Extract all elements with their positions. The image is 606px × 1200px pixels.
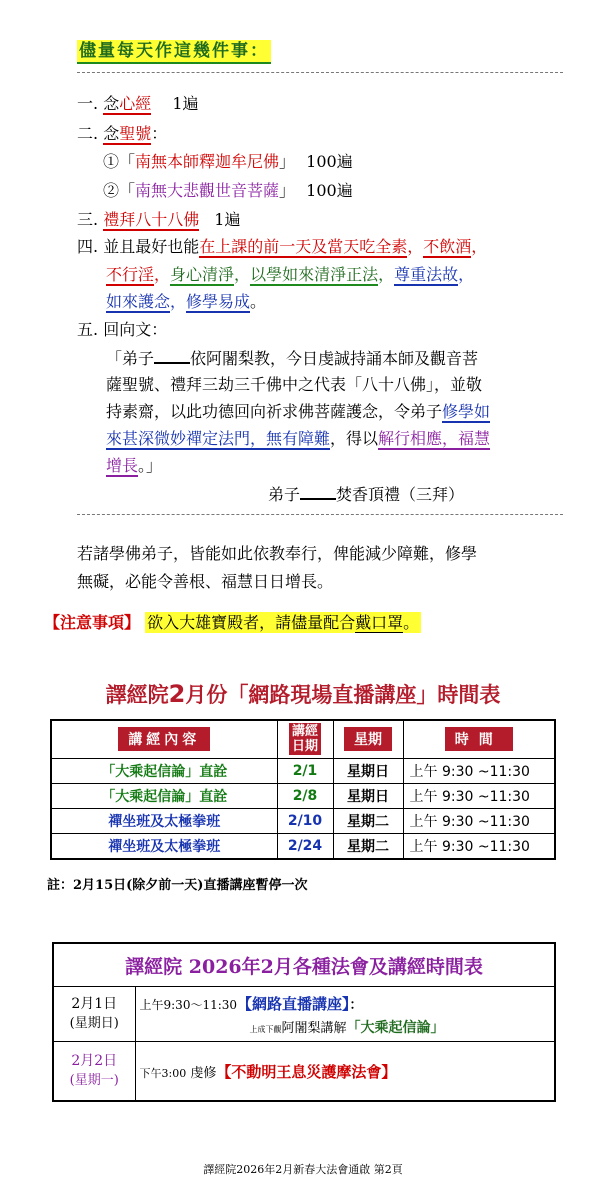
table-row — [51, 833, 555, 859]
row-detail-cell — [135, 987, 555, 1042]
schedule-2-title: 譯經院 2026年2月各種法會及講經時間表 — [125, 955, 483, 978]
row-time: 上午 9:30 ~11:30 — [403, 808, 555, 833]
item-2-highlight: 聖號 — [119, 124, 152, 143]
closing-2: 無礙，必能令善根、福慧日日增長。 — [77, 572, 334, 591]
item-3-number: 三. — [77, 210, 99, 229]
item-4-red-3: 不行淫 — [106, 265, 155, 284]
signature-blank — [300, 484, 336, 500]
row-date: 2/8 — [277, 783, 333, 808]
name-blank — [154, 348, 190, 364]
schedule-1-title-num: 2 — [168, 680, 186, 708]
dedication-3a: 持素齋，以此功德回向祈求佛菩薩護念，令弟子 — [106, 402, 443, 421]
notice-label: 【注意事項】 — [44, 613, 141, 632]
item-4-blue-1: 尊重法故 — [394, 265, 459, 284]
row-pre: 虔修 — [190, 1065, 217, 1081]
row-date-cell — [53, 1042, 135, 1102]
schedule-1-note — [47, 874, 307, 893]
header-date — [289, 723, 321, 755]
item-2 — [77, 124, 167, 144]
row-weekday: (星期日) — [69, 1016, 119, 1031]
item-3-count: 1遍 — [214, 210, 241, 229]
table-row — [51, 783, 555, 808]
row-date: 2月2日 — [71, 1053, 118, 1069]
item-4-comma-7: ， — [170, 292, 187, 311]
table-row — [53, 987, 555, 1042]
row-weekday: 星期日 — [333, 783, 403, 808]
row-event: 【網路直播講座】 — [237, 995, 350, 1013]
item-4-comma-2: ， — [471, 237, 488, 256]
row-weekday: (星期一) — [69, 1073, 119, 1088]
dedication-line-2 — [106, 375, 482, 395]
item-4-comma-3: ， — [154, 265, 171, 284]
row-weekday: 星期二 — [333, 833, 403, 859]
item-2-sub-1 — [103, 152, 353, 172]
item-4-green-2: 以學如來清淨正法 — [250, 265, 379, 284]
row-date: 2/24 — [277, 833, 333, 859]
row-date: 2/10 — [277, 808, 333, 833]
row-detail-cell — [135, 1042, 555, 1102]
row-time: 上午9:30～11:30 — [139, 998, 238, 1012]
header-weekday: 星期 — [344, 727, 392, 751]
notice-text-c: 。 — [403, 613, 420, 632]
table-row — [53, 1042, 555, 1102]
row-speaker-small: 上成下觀 — [249, 1025, 282, 1034]
item-4-red-1: 在上課的前一天及當天吃全素 — [199, 237, 408, 256]
item-5-number: 五. — [77, 320, 99, 339]
sub-2-mark: ② — [103, 181, 120, 200]
sub-1-count: 100遍 — [306, 152, 353, 171]
item-4-number: 四. — [77, 237, 99, 256]
item-1-highlight: 心經 — [119, 94, 152, 113]
signature-label: 弟子 — [268, 485, 301, 504]
item-5-label: 回向文： — [103, 320, 168, 339]
sub-2-open: 「 — [119, 181, 136, 200]
row-1-line-1 — [140, 993, 551, 1014]
sub-2-name: 南無大悲觀世音菩薩 — [135, 181, 280, 200]
item-1-pre: 念 — [103, 94, 120, 113]
item-5 — [77, 320, 167, 340]
notice-text-b: 戴口罩 — [355, 613, 404, 632]
schedule-1-title-a: 譯經院 — [105, 682, 169, 707]
item-4-line-3 — [106, 292, 266, 312]
row-date: 2/1 — [277, 758, 333, 783]
header-content: 講經內容 — [118, 727, 210, 751]
sub-1-open: 「 — [119, 152, 136, 171]
row-content: 「大乘起信論」直詮 — [51, 783, 277, 808]
item-4-line-1 — [77, 237, 487, 257]
item-4-comma-4: ， — [234, 265, 251, 284]
notice-text-a: 欲入大雄寶殿者，請儘量配合 — [147, 613, 356, 632]
sub-1-mark: ① — [103, 152, 120, 171]
dedication-line-3 — [106, 402, 490, 422]
item-1-count: 1遍 — [172, 94, 199, 113]
sub-1-close: 」 — [279, 152, 296, 171]
row-time: 上午 9:30 ~11:30 — [403, 833, 555, 859]
item-2-sub-2 — [103, 181, 353, 201]
notice — [44, 613, 421, 633]
item-2-number: 二. — [77, 124, 99, 143]
schedule-1-title-b: 月份「網路現場直播講座」時間表 — [185, 682, 501, 707]
item-2-colon: ： — [151, 124, 168, 143]
schedule-1-header-row — [51, 720, 555, 758]
item-4-pre: 並且最好也能 — [103, 237, 200, 256]
schedule-2-title-cell — [53, 943, 555, 987]
item-4-blue-3: 修學易成 — [186, 292, 251, 311]
row-topic: 「大乘起信論」 — [346, 1020, 445, 1036]
signature-text: 焚香頂禮（三拜） — [336, 485, 465, 504]
schedule-2-title-row — [53, 943, 555, 987]
row-speaker: 阿闍梨講解 — [281, 1021, 347, 1036]
row-colon: ： — [349, 998, 363, 1013]
header-weekday-cell — [333, 720, 403, 758]
table-row — [51, 808, 555, 833]
row-1-line-2 — [140, 1017, 551, 1037]
row-weekday: 星期日 — [333, 758, 403, 783]
sub-2-count: 100遍 — [306, 181, 353, 200]
sub-1-name: 南無本師釋迦牟尼佛 — [135, 152, 280, 171]
item-4-line-2 — [106, 265, 474, 285]
row-time: 上午 9:30 ~11:30 — [403, 783, 555, 808]
row-time: 下午3:00 — [139, 1066, 187, 1080]
row-content: 禪坐班及太極拳班 — [51, 833, 277, 859]
row-weekday: 星期二 — [333, 808, 403, 833]
item-4-comma-6: ， — [458, 265, 475, 284]
dedication-1a: 「弟子 — [106, 349, 155, 368]
schedule-1-table — [50, 719, 556, 860]
header-date-l1: 講經 — [291, 724, 318, 740]
dedication-line-1 — [106, 348, 478, 369]
header-time: 時間 — [445, 727, 513, 751]
item-2-pre: 念 — [103, 124, 120, 143]
page-header — [77, 36, 271, 61]
table-row — [51, 758, 555, 783]
item-4-comma-1: ， — [407, 237, 424, 256]
signature-line — [268, 484, 464, 505]
schedule-2-table — [52, 942, 556, 1102]
footer-text: 譯經院2026年2月新春大法會通啟 第2頁 — [203, 1163, 403, 1176]
dedication-2: 薩聖號、禮拜三劫三千佛中之代表「八十八佛」，並敬 — [106, 375, 483, 394]
item-4-blue-2: 如來護念 — [106, 292, 171, 311]
schedule-1-note-text: 註：2月15日(除夕前一天)直播講座暫停一次 — [47, 878, 308, 893]
item-1-number: 一. — [77, 94, 99, 113]
divider-top — [77, 72, 563, 73]
dedication-3b: 修學如 — [442, 402, 491, 421]
row-time: 上午 9:30 ~11:30 — [403, 758, 555, 783]
closing-1: 若諸學佛弟子，皆能如此依教奉行，俾能減少障難，修學 — [77, 544, 478, 563]
header-content-cell — [51, 720, 277, 758]
row-date: 2月1日 — [71, 996, 118, 1012]
sub-2-close: 」 — [279, 181, 296, 200]
item-2-text — [103, 124, 151, 145]
divider-bottom — [77, 514, 563, 515]
closing-line-1 — [77, 544, 477, 564]
dedication-line-5 — [106, 456, 162, 476]
header-date-cell — [277, 720, 333, 758]
closing-line-2 — [77, 572, 333, 592]
dedication-4c: 解行相應，福慧 — [378, 429, 491, 448]
dedication-1b: 依阿闍梨教，今日虔誠持誦本師及觀音菩 — [190, 349, 479, 368]
schedule-1-title — [0, 679, 606, 709]
item-1 — [77, 94, 199, 114]
header-time-cell — [403, 720, 555, 758]
dedication-4b: ，得以 — [330, 429, 379, 448]
item-4-end: 。 — [250, 292, 267, 311]
row-content: 禪坐班及太極拳班 — [51, 808, 277, 833]
item-1-text — [103, 94, 151, 115]
item-3 — [77, 210, 240, 230]
header-title: 儘量每天作這幾件事： — [77, 40, 271, 64]
row-event: 【不動明王息災護摩法會】 — [216, 1062, 397, 1081]
row-date-cell — [53, 987, 135, 1042]
notice-text — [145, 612, 421, 633]
header-date-l2: 日期 — [291, 739, 318, 755]
row-content: 「大乘起信論」直詮 — [51, 758, 277, 783]
item-3-highlight: 禮拜八十八佛 — [103, 210, 200, 229]
item-4-green-1: 身心清淨 — [170, 265, 235, 284]
page-footer — [0, 1161, 606, 1177]
dedication-5a: 增長 — [106, 456, 139, 475]
dedication-4a: 來甚深微妙禪定法門，無有障難 — [106, 429, 331, 448]
dedication-line-4 — [106, 429, 490, 449]
dedication-5b: 。」 — [138, 456, 163, 475]
item-4-comma-5: ， — [378, 265, 395, 284]
item-4-red-2: 不飲酒 — [423, 237, 472, 256]
